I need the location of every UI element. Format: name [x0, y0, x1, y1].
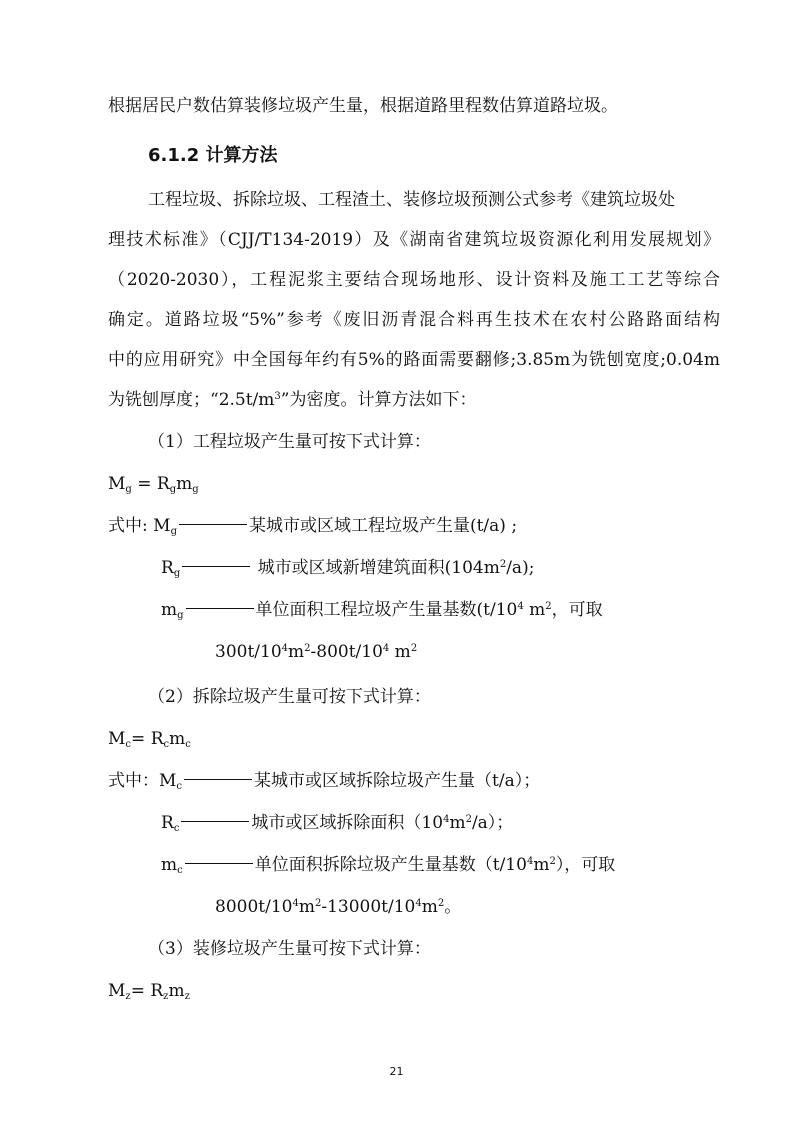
s1-def-r: $R_g$ 城市或区域新增建筑面积$(104m^2/a)$;	[161, 558, 535, 579]
section-heading: 6.1.2 计算方法	[148, 145, 278, 166]
dash-rule	[186, 608, 254, 609]
s2-title: （2）拆除垃圾产生量可按下式计算：	[148, 687, 431, 707]
s2-range: $8000t/10^4m^2-13000t/10^4m^2$。	[215, 897, 462, 917]
para-line-4: 确定。道路垃圾“5%”参考《废旧沥青混合料再生技术在农村公路路面结构	[108, 310, 720, 330]
para-line-3: （2020-2030），工程泥浆主要结合现场地形、设计资料及施工工艺等综合	[108, 270, 720, 290]
s3-title: （3）装修垃圾产生量可按下式计算：	[148, 939, 431, 959]
dash-rule	[181, 821, 249, 822]
s1-def-m: 式中: $M_g$ 某城市或区域工程垃圾产生量(t/a) ;	[108, 516, 518, 537]
dash-rule	[185, 863, 253, 864]
s1-def-mg: $m_g$ 单位面积工程垃圾产生量基数($t/10^4$ $m^2$，可取	[161, 600, 603, 621]
para-line-2: 理技术标准》（CJJ/T134-2019）及《湖南省建筑垃圾资源化利用发展规划》	[108, 230, 720, 250]
s2-formula: $M_c= R_cm_c$	[108, 729, 191, 750]
s1-range: $300t/10^4m^2-800t/10^4$ $m^2$	[215, 642, 418, 662]
s2-def-m: 式中：$M_c$ 某城市或区域拆除垃圾产生量（t/a）；	[108, 771, 541, 792]
intro-line: 根据居民户数估算装修垃圾产生量，根据道路里程数估算道路垃圾。	[108, 96, 618, 116]
s1-formula: $M_g = R_gm_g$	[108, 474, 199, 495]
page-number: 21	[389, 1065, 404, 1078]
dash-rule	[179, 524, 247, 525]
s2-def-mc: $m_c$ 单位面积拆除垃圾产生量基数$(t/10^4m^2)$，可取	[161, 855, 616, 876]
s2-def-r: $R_c$ 城市或区域拆除面积$(10^4m^2/a)$；	[161, 813, 514, 834]
dash-rule	[184, 779, 252, 780]
s1-title: （1）工程垃圾产生量可按下式计算：	[148, 432, 431, 452]
dash-rule	[182, 566, 250, 567]
para-line-5: 中的应用研究》中全国每年约有5%的路面需要翻修;3.85m为铣刨宽度;0.04m	[108, 350, 720, 370]
para-line-6: 为铣刨厚度；“$2.5t/m^3$”为密度。计算方法如下：	[108, 390, 477, 410]
s3-formula: $M_z= R_zm_z$	[108, 981, 190, 1002]
para-line-1: 工程垃圾、拆除垃圾、工程渣土、装修垃圾预测公式参考《建筑垃圾处	[148, 190, 675, 210]
